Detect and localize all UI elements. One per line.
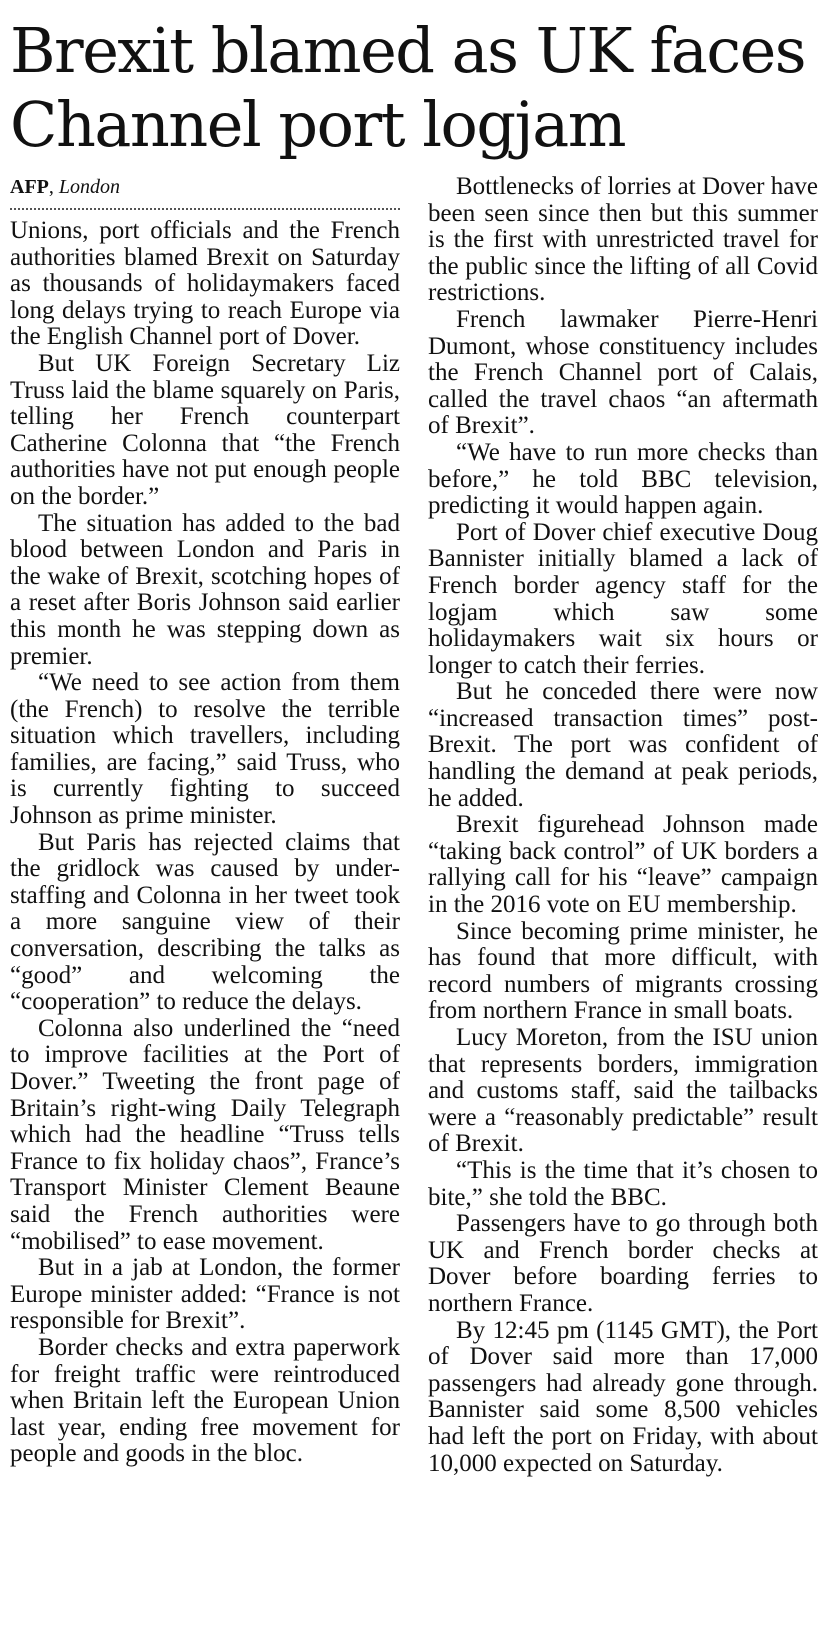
paragraph: But UK Foreign Secretary Liz Truss laid the blame squarely on Paris, telling her French counterpart Catherine Colonna that “the French authorities have not put enough people on the border.” <box>10 349 400 510</box>
paragraph: Unions, port officials and the French authorities blamed Brexit on Saturday as thousands of holidaymakers faced long delays trying to reach Europe via the English Channel port of Dover. <box>10 217 400 351</box>
paragraph: Lucy Moreton, from the ISU union that represents borders, immigration and customs staff, said the tailbacks were a “reasonably predictable” result of Brexit. <box>428 1024 818 1158</box>
byline-agency: AFP <box>10 176 49 198</box>
paragraph: French lawmaker Pierre-Henri Dumont, whose constituency includes the French Channel port of Calais, called the travel chaos “an aftermath of Brexit”. <box>428 305 818 440</box>
byline <box>10 174 400 210</box>
paragraph: Passengers have to go through both UK and French border checks at Dover before boarding ferries to northern France. <box>428 1210 818 1317</box>
article-headline: Brexit blamed as UK faces Channel port logjam <box>10 14 806 161</box>
paragraph: Bottlenecks of lorries at Dover have been seen since then but this summer is the first with unrestricted travel for the public since the lifting of all Covid restrictions. <box>428 173 818 307</box>
byline-separator: , <box>48 176 59 198</box>
column-left <box>10 174 400 1477</box>
paragraph: “We have to run more checks than before,” he told BBC television, predicting it would happen again. <box>428 438 818 520</box>
paragraph: Since becoming prime minister, he has found that more difficult, with record numbers of migrants crossing from northern France in small boats. <box>428 917 818 1025</box>
paragraph: But Paris has rejected claims that the gridlock was caused by under-staffing and Colonna in her tweet took a more sanguine view of their conversation, describing the talks as “good” and welcoming the “cooperation” to reduce the delays. <box>10 828 400 1016</box>
paragraph: Border checks and extra paperwork for freight traffic were reintroduced when Britain left the European Union last year, ending free movement for people and goods in the bloc. <box>10 1333 400 1468</box>
paragraph: But he conceded there were now “increased transaction times” post-Brexit. The port was confident of handling the demand at peak periods, he added. <box>428 678 818 812</box>
byline-location: London <box>58 176 121 198</box>
paragraph: Port of Dover chief executive Doug Bannister initially blamed a lack of French border agency staff for the logjam which saw some holidaymakers wait six hours or longer to catch their ferries. <box>428 518 818 679</box>
article-body <box>10 174 818 1477</box>
column-right <box>428 174 818 1477</box>
paragraph: Brexit figurehead Johnson made “taking back control” of UK borders a rallying call for his “leave” campaign in the 2016 vote on EU membership. <box>428 811 818 919</box>
paragraph: The situation has added to the bad blood between London and Paris in the wake of Brexit, scotching hopes of a reset after Boris Johnson said earlier this month he was stepping down as premier. <box>10 509 400 670</box>
paragraph: By 12:45 pm (1145 GMT), the Port of Dover said more than 17,000 passengers had already gone through. Bannister said some 8,500 vehicles had left the port on Friday, with about 10,000 expected on Saturday. <box>428 1316 818 1477</box>
paragraph: “This is the time that it’s chosen to bite,” she told the BBC. <box>428 1156 818 1211</box>
paragraph: But in a jab at London, the former Europe minister added: “France is not responsible for Brexit”. <box>10 1254 400 1335</box>
paragraph: “We need to see action from them (the French) to resolve the terrible situation which travellers, including families, are facing,” said Truss, who is currently fighting to succeed Johnson as prime minister. <box>10 669 400 830</box>
paragraph: Colonna also underlined the “need to improve facilities at the Port of Dover.” Tweeting the front page of Britain’s right-wing Daily Telegraph which had the headline “Truss tells France to fix holiday chaos”, France’s Transport Minister Clement Beaune said the French authorities were “mobilised” to ease movement. <box>10 1014 400 1255</box>
